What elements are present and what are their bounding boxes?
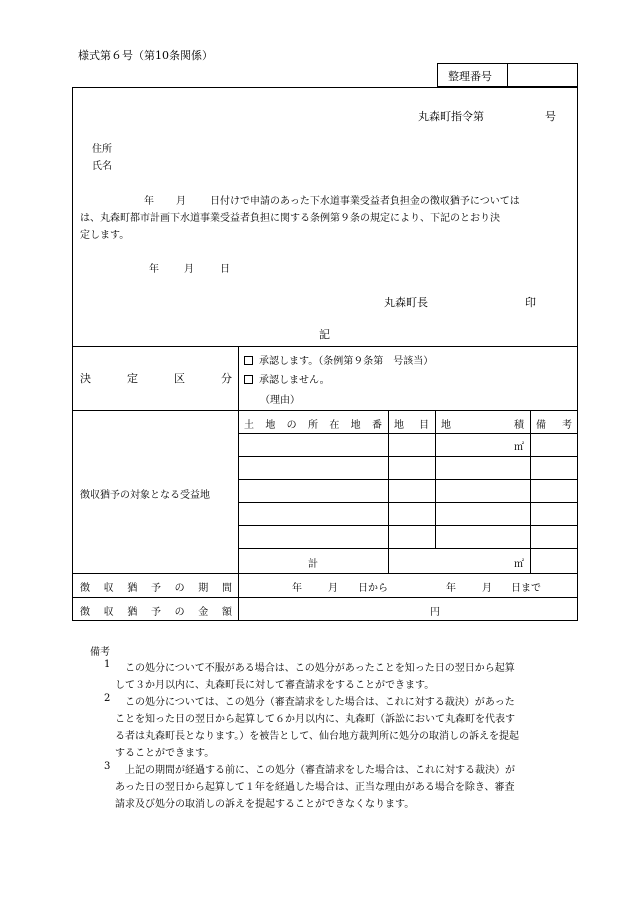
- land-row-label: 徴収猶予の対象となる受益地: [80, 490, 210, 501]
- period-from-day: 日から: [358, 583, 388, 594]
- body-text-line2: は、丸森町都市計画下水道事業受益者負担に関する条例第９条の規定により、下記のとおり決: [80, 213, 500, 224]
- decision-reason-label: （理由）: [260, 395, 300, 406]
- mayor-label: 丸森町長: [384, 296, 428, 309]
- decision-option-approve[interactable]: 承認します。（条例第９条第 号該当）: [244, 352, 433, 367]
- notes-title: 備考: [90, 647, 110, 658]
- land-header-area: 地 積: [441, 420, 524, 431]
- period-to-day: 日まで: [511, 583, 541, 594]
- checkbox-approve[interactable]: [244, 356, 253, 365]
- reference-number-field[interactable]: [510, 66, 574, 84]
- period-to-month: 月: [482, 583, 492, 594]
- area-unit-total: ㎡: [514, 559, 524, 570]
- land-header-location: 土 地 の 所 在 地 番: [244, 420, 382, 431]
- decision-option-reject[interactable]: 承認しません。: [244, 371, 330, 386]
- note-1-line1: この処分について不服がある場合は、この処分があったことを知った日の翌日から起算: [125, 663, 515, 674]
- amount-label: 徴 収 猶 予 の 金 額: [80, 607, 232, 618]
- ki-label: 記: [319, 328, 330, 341]
- area-unit-row1: ㎡: [514, 442, 524, 453]
- period-to-year: 年: [446, 583, 456, 594]
- note-3-line3: 請求及び処分の取消しの訴えを提起することができなくなります。: [115, 799, 415, 810]
- body-text-line1: 日付けで申請のあった下水道事業受益者負担金の徴収猶予については: [210, 196, 520, 207]
- decision-label: 決 定 区 分: [80, 372, 232, 385]
- body-text-line3: 定します。: [80, 230, 130, 241]
- body-date-month: 月: [176, 196, 186, 207]
- note-2-line3: る者は丸森町長となります。）を被告として、仙台地方裁判所に処分の取消しの訴えを提起: [115, 731, 519, 742]
- note-2-line1: この処分については、この処分（審査請求をした場合は、これに対する裁決）があった: [125, 697, 515, 708]
- address-label: 住所: [92, 144, 112, 155]
- land-total-label: 計: [308, 559, 318, 570]
- date-year: 年: [149, 264, 159, 275]
- form-title: 様式第６号（第10条関係）: [78, 49, 213, 62]
- note-1-number: 1: [104, 659, 111, 670]
- reference-number-label: 整理番号: [448, 70, 492, 83]
- note-2-line2: ことを知った日の翌日から起算して６か月以内に、丸森町（訴訟において丸森町を代表す: [115, 714, 515, 725]
- note-2-line4: することができます。: [115, 748, 215, 759]
- note-1-line2: して３か月以内に、丸森町長に対して審査請求をすることができます。: [115, 680, 435, 691]
- date-month: 月: [184, 264, 194, 275]
- note-2-number: 2: [104, 693, 111, 704]
- issue-number-suffix: 号: [545, 110, 556, 123]
- land-header-category: 地 目: [394, 420, 429, 431]
- period-label: 徴 収 猶 予 の 期 間: [80, 583, 232, 594]
- period-from-year: 年: [292, 583, 302, 594]
- seal-label: 印: [525, 296, 536, 309]
- note-3-line1: 上記の期間が経過する前に、この処分（審査請求をした場合は、これに対する裁決）が: [125, 765, 515, 776]
- note-3-line2: あった日の翌日から起算して１年を経過した場合は、正当な理由がある場合を除き、審査: [115, 782, 515, 793]
- checkbox-reject[interactable]: [244, 375, 253, 384]
- note-3-number: 3: [104, 761, 111, 772]
- name-label: 氏名: [92, 161, 112, 172]
- date-day: 日: [220, 264, 230, 275]
- land-header-remarks: 備 考: [536, 420, 572, 431]
- issue-number-prefix: 丸森町指令第: [418, 110, 484, 123]
- body-date-year: 年: [144, 196, 154, 207]
- period-from-month: 月: [328, 583, 338, 594]
- amount-unit: 円: [430, 607, 440, 618]
